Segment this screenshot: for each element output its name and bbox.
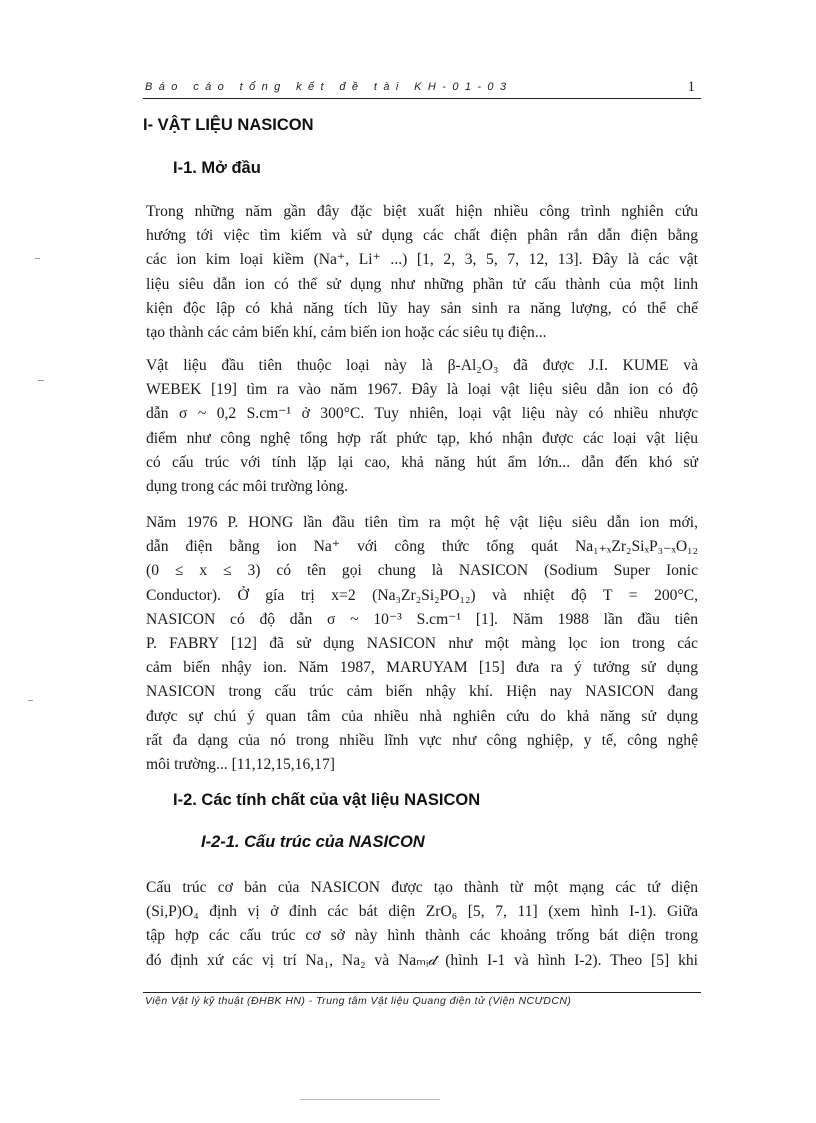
paragraph-line: kiện độc lập có khả năng tích lũy hay sản sinh ra năng lượng, có thể chế: [146, 299, 698, 317]
intro-paragraph-2: [146, 354, 698, 499]
running-footer: [143, 992, 701, 1007]
paragraph-line: đó định xứ các vị trí Na₁, Na₂ và Naₘᵢ𝒹 (hình I-1 và hình I-2). Theo [5] khi: [146, 951, 698, 969]
header-title: Báo cáo tổng kết đề tài KH-01-03: [145, 81, 513, 93]
paragraph-line: NASICON có độ dẫn σ ~ 10⁻³ S.cm⁻¹ [1]. Năm 1988 lần đầu tiên: [146, 610, 698, 628]
paragraph-line: cảm biến nhậy ion. Năm 1987, MARUYAM [15] đưa ra ý tưởng sử dụng: [146, 659, 698, 677]
paragraph-line: tập hợp các cấu trúc cơ sở này hình thành các khoảng trống bát diện trong: [146, 927, 698, 945]
paragraph-line: dụng trong các môi trường lỏng.: [146, 477, 349, 495]
subsection-2-title: I-2. Các tính chất của vật liệu NASICON: [173, 791, 481, 809]
paragraph-line: có cấu trúc với tính lặp lại cao, khả năng hút ẩm lớn... dẫn đến khó sử: [146, 453, 698, 471]
footer-text: Viện Vật lý kỹ thuật (ĐHBK HN) - Trung tâm Vật liệu Quang điện tử (Viện NCƯDCN): [145, 995, 572, 1007]
scan-mark: [28, 700, 33, 701]
subsection-1-title: I-1. Mở đầu: [173, 159, 261, 177]
scan-mark: [35, 258, 40, 259]
intro-paragraph-1: [146, 200, 698, 345]
page-number: 1: [687, 79, 695, 95]
paragraph-line: Vật liệu đầu tiên thuộc loại này là β-Al₂O₃ đã được J.I. KUME và: [146, 357, 698, 374]
paragraph-line: Trong những năm gần đây đặc biệt xuất hiện nhiều công trình nghiên cứu: [146, 203, 698, 220]
paragraph-line: WEBEK [19] tìm ra vào năm 1967. Đây là loại vật liệu siêu dẫn ion có độ: [146, 381, 698, 399]
paragraph-line: các ion kim loại kiềm (Na⁺, Li⁺ ...) [1, 2, 3, 5, 7, 12, 13]. Đây là các vật: [146, 251, 698, 269]
paragraph-line: môi trường... [11,12,15,16,17]: [146, 755, 335, 773]
paragraph-line: P. FABRY [12] đã sử dụng NASICON như một màng lọc ion trong các: [146, 634, 698, 652]
subsection-2-1-title: I-2-1. Cấu trúc của NASICON: [201, 833, 425, 851]
paragraph-line: điểm như công nghệ tổng hợp rất phức tạp, khó nhận được các loại vật liệu: [146, 429, 698, 447]
structure-paragraph: [146, 876, 698, 973]
section-title: I- VẬT LIỆU NASICON: [143, 116, 314, 134]
scan-mark: [38, 380, 44, 381]
paragraph-line: Conductor). Ở gía trị x=2 (Na₃Zr₂Si₂PO₁₂) và nhiệt độ T = 200°C,: [146, 586, 698, 604]
paragraph-line: dẫn điện bằng ion Na⁺ với công thức tổng quát Na₁₊ₓZr₂SiₓP₃₋ₓO₁₂: [146, 538, 698, 556]
paragraph-line: Năm 1976 P. HONG lần đầu tiên tìm ra một hệ vật liệu siêu dẫn ion mới,: [146, 514, 698, 531]
paragraph-line: (0 ≤ x ≤ 3) có tên gọi chung là NASICON (Sodium Super Ionic: [146, 562, 698, 580]
paragraph-line: được sự chú ý quan tâm của nhiều nhà nghiên cứu do khả năng sử dụng: [146, 707, 698, 725]
paragraph-line: tạo thành các cảm biến khí, cảm biến ion hoặc các siêu tụ điện...: [146, 323, 547, 341]
paragraph-line: liệu siêu dẫn ion có thể sử dụng như những phần tử cấu thành của một linh: [146, 275, 698, 293]
paragraph-line: Cấu trúc cơ bản của NASICON được tạo thành từ một mạng các tứ diện: [146, 879, 698, 896]
scan-mark: [300, 1099, 440, 1100]
running-header: [143, 80, 701, 99]
paragraph-line: (Si,P)O₄ định vị ở đỉnh các bát diện ZrO₆ [5, 7, 11] (xem hình I-1). Giữa: [146, 903, 698, 921]
paragraph-line: dẫn σ ~ 0,2 S.cm⁻¹ ở 300°C. Tuy nhiên, loại vật liệu này có nhiều nhược: [146, 405, 698, 423]
paragraph-line: hướng tới việc tìm kiếm và sử dụng các chất điện phân rắn dẫn điện bằng: [146, 227, 698, 245]
intro-paragraph-3: [146, 511, 698, 777]
paragraph-line: rất đa dạng của nó trong nhiều lĩnh vực như công nghiệp, y tế, công nghệ: [146, 731, 698, 749]
paragraph-line: NASICON trong cấu trúc cảm biến nhậy khí. Hiện nay NASICON đang: [146, 683, 698, 701]
